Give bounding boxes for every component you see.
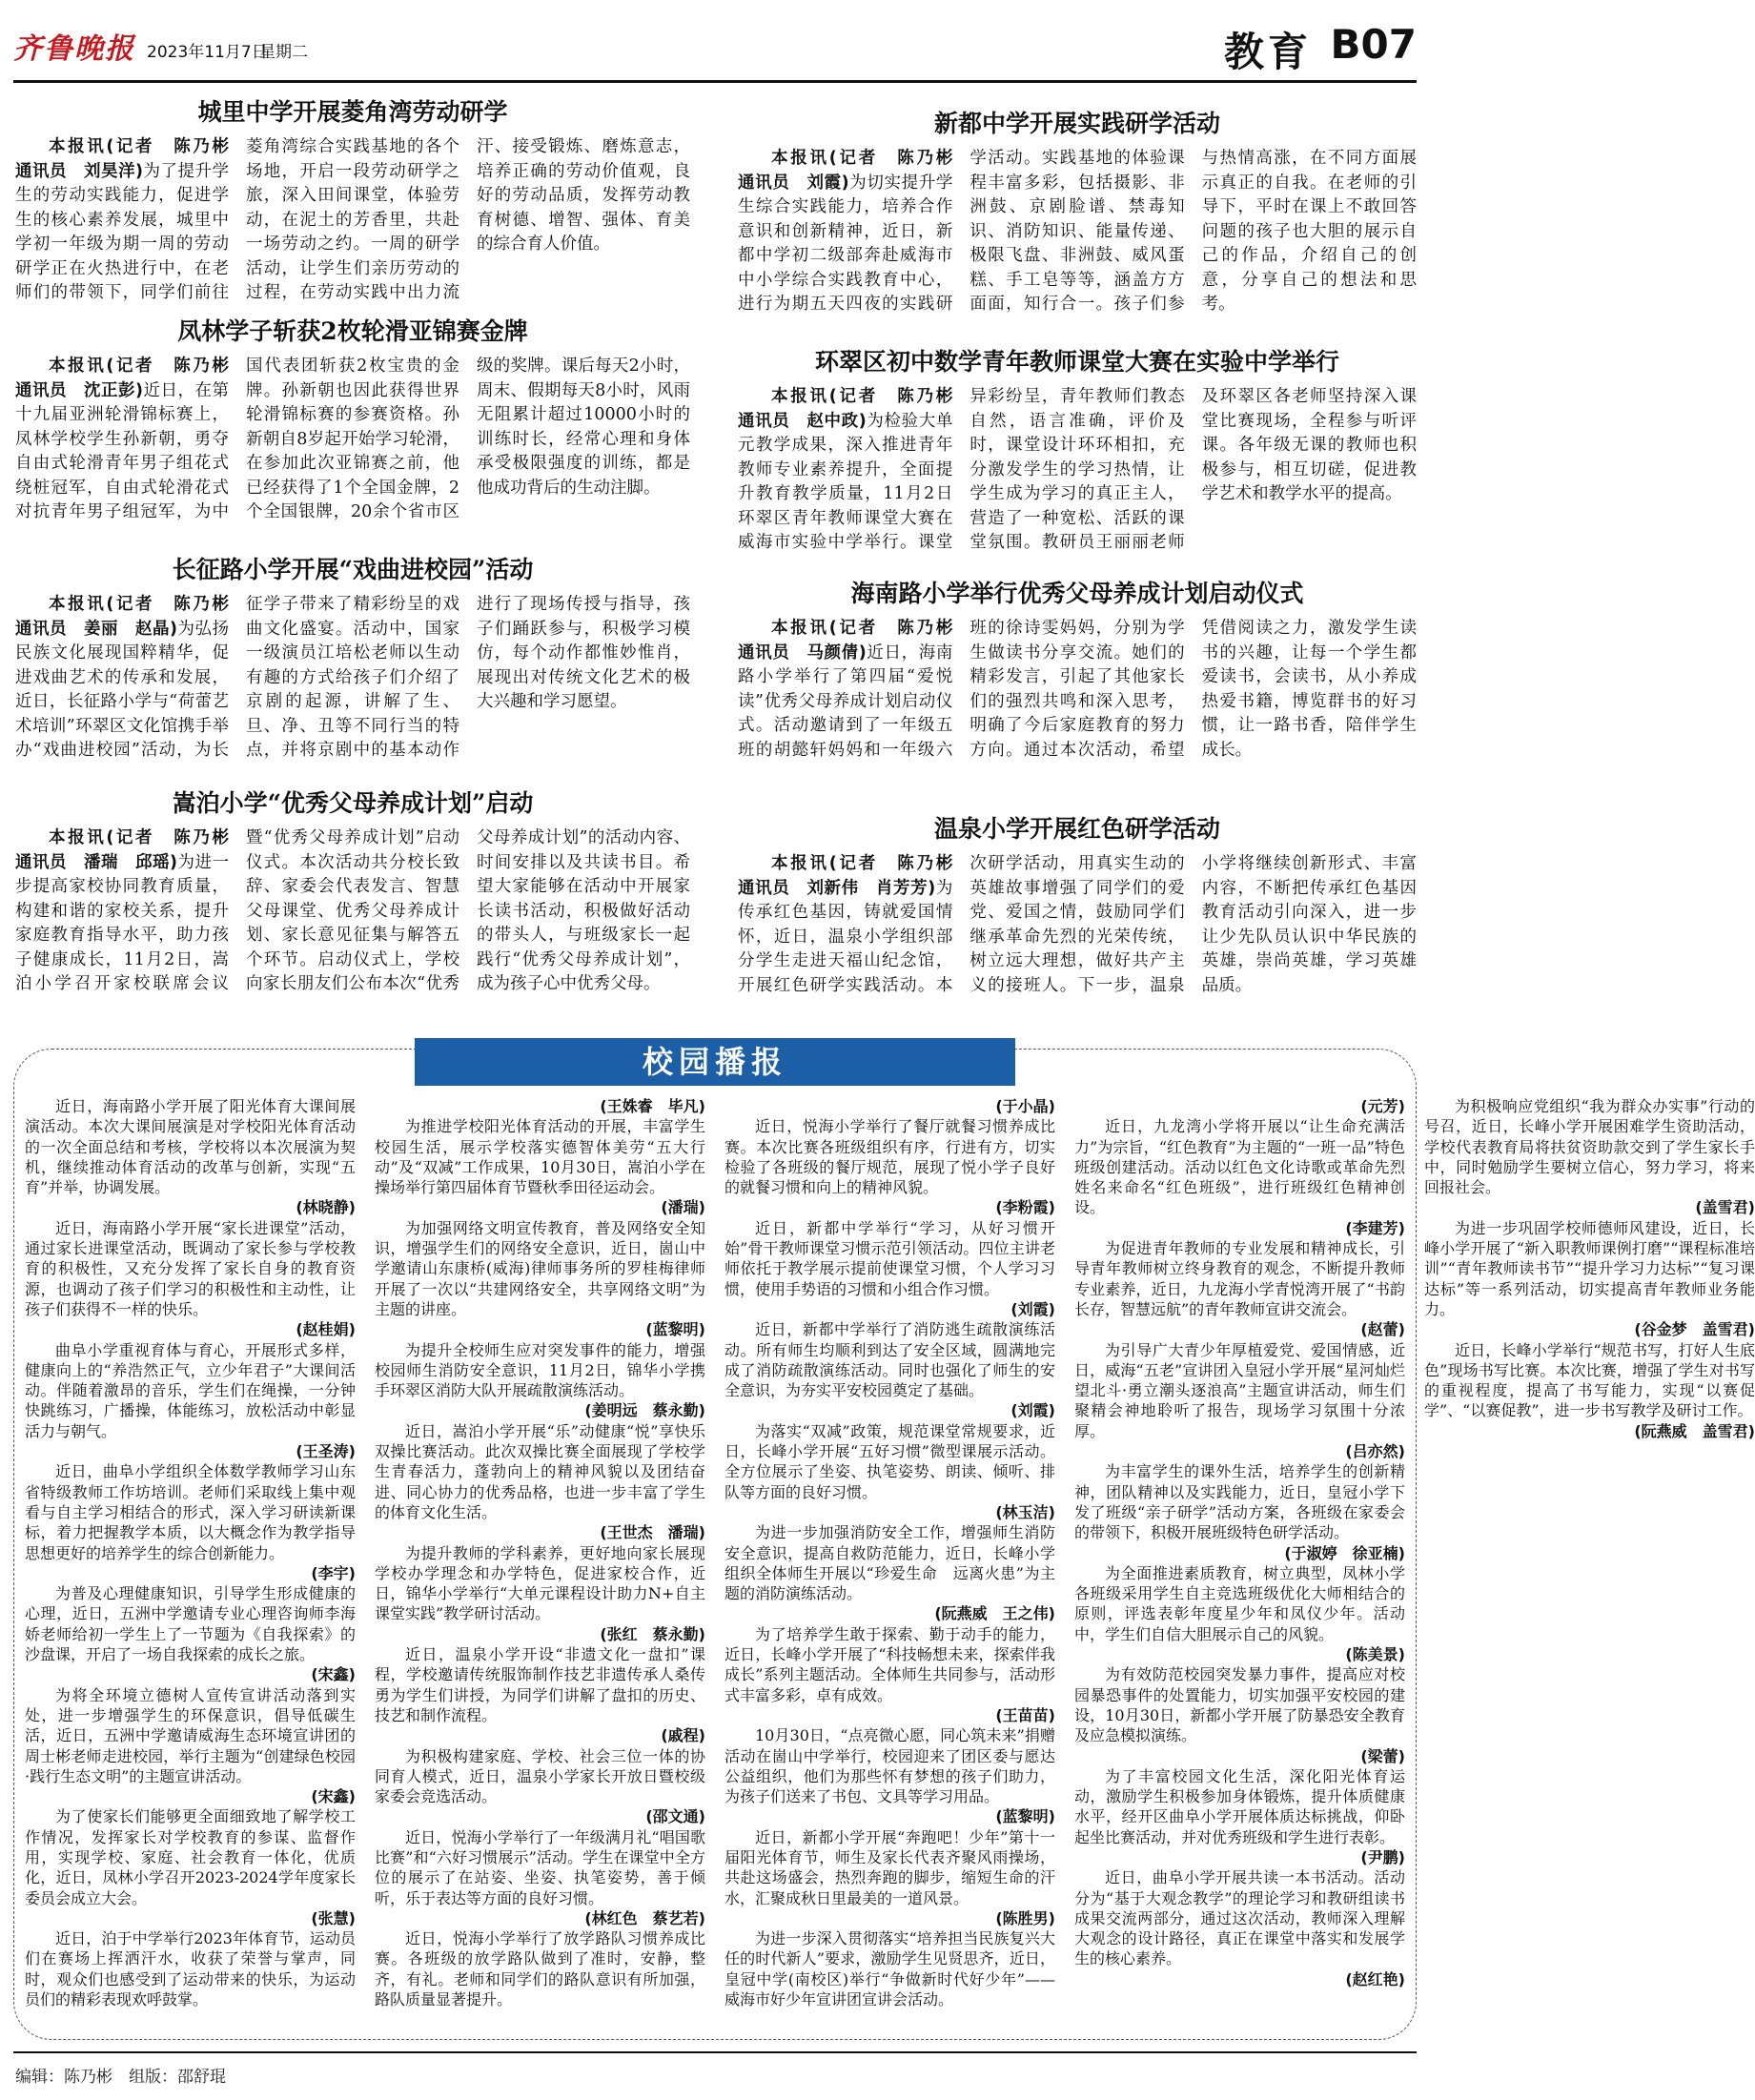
campus-news-byline: (邵文通) — [645, 1807, 705, 1826]
article-2 — [15, 315, 690, 539]
campus-news-item: 近日，九龙湾小学将开展以“让生命充满活力”为宗旨，“红色教育”为主题的“一班一品”特色班级创建活动。活动以红色文化诗歌或革命先烈姓名来命名“红色班级”，进行班级红色精神创设。 — [1074, 1117, 1405, 1217]
campus-news-item: 近日，悦海小学举行了放学路队习惯养成比赛。各班级的放学路队做到了准时，安静，整齐，有礼。老师和同学们的路队意识有所加强，路队质量显著提升。 — [375, 1929, 705, 2009]
campus-news-item: 为普及心理健康知识，引导学生形成健康的心理，近日，五洲中学邀请专业心理咨询师李海娇老师给初一学生上了一节题为《自我探索》的沙盘课，开启了一场自我探索的成长之旅。 — [25, 1584, 356, 1664]
article-body: 本报讯(记者 陈乃彬 通讯员 马颜倩)近日，海南路小学举行了第四届“爱悦读”优秀父母养成计划启动仪式。活动邀请到了一年级五班的胡懿轩妈妈和一年级六班的徐诗雯妈妈，分别为学生做读书分享交流。她们的精彩发言，引起了其他家长们的强烈共鸣和深入思考，明确了今后家庭教育的努力方向。通过本次活动，希望凭借阅读之力，激发学生读书的兴趣，让每一个学生都爱读书，会读书，从小养成热爱书籍，博览群书的好习惯，让一路书香，陪伴学生成长。 — [738, 619, 1417, 760]
campus-news-byline: (林晓静) — [296, 1198, 356, 1217]
article-title: 环翠区初中数学青年教师课堂大赛在实验中学举行 — [814, 348, 1339, 376]
campus-news-byline: (宋鑫) — [311, 1787, 356, 1806]
campus-news-byline: (刘霞) — [1010, 1299, 1055, 1318]
article-title: 温泉小学开展红色研学活动 — [933, 815, 1220, 843]
header-rule — [13, 80, 1417, 83]
campus-news-byline: (陈胜男) — [995, 1908, 1055, 1927]
page-number: B07 — [1330, 21, 1417, 68]
campus-news-byline: (赵红艳) — [1345, 1969, 1405, 1988]
article-3 — [15, 553, 690, 777]
article-body: 本报讯(记者 陈乃彬 通讯员 沈正彭)近日，在第十九届亚洲轮滑锦标赛上，凤林学校学生孙新朝，勇夺自由式轮滑青年男子组花式绕桩冠军，自由式轮滑花式对抗青年男子组冠军，为中国代表团斩获2枚宝贵的金牌。孙新朝也因此获得世界轮滑锦标赛的参赛资格。孙新朝自8岁起开始学习轮滑，在参加此次亚锦赛之前，他已经获得了1个全国金牌，2个全国银牌，20余个省市区级的奖牌。课后每天2小时，周末、假期每天8小时，风雨无阻累计超过10000小时的训练时长，经常心理和身体承受极限强度的训练，都是他成功背后的生动注脚。 — [15, 357, 690, 521]
section-name: 教育 — [1223, 29, 1312, 75]
campus-news-item: 为全面推进素质教育，树立典型，凤林小学各班级采用学生自主竞选班级优化大师相结合的原则，评选表彰年度星少年和凤仪少年。活动中，学生们自信大胆展示自己的风貌。 — [1074, 1563, 1405, 1643]
campus-news-item: 为提升全校师生应对突发事件的能力，增强校园师生消防安全意识，11月2日，锦华小学携手环翠区消防大队开展疏散演练活动。 — [375, 1340, 705, 1400]
campus-news-byline: (盖雪君) — [1695, 1198, 1755, 1217]
campus-news-item: 为引导广大青少年厚植爱党、爱国情感，近日，威海“五老”宣讲团入皇冠小学开展“星河灿烂望北斗·勇立潮头逐浪高”主题宣讲活动，师生们聚精会神地聆听了报告，现场学习氛围十分浓厚。 — [1074, 1340, 1405, 1440]
campus-news-byline: (李建芳) — [1345, 1218, 1405, 1237]
campus-news-byline: (王苗苗) — [995, 1705, 1055, 1724]
article-body: 本报讯(记者 陈乃彬 通讯员 刘昊洋)为了提升学生的劳动实践能力，促进学生的核心素养发展，城里中学初一年级为期一周的劳动研学正在火热进行中，在老师们的带领下，同学们前往菱角湾综合实践基地的各个场地，开启一段劳动研学之旅，深入田间课堂，体验劳动，在泥土的芳香里，共赴一场劳动之约。一周的研学活动，让学生们亲历劳动的过程，在劳动实践中出力流汗、接受锻炼、磨炼意志，培养正确的劳动价值观，良好的劳动品质，发挥劳动教育树德、增智、强体、育美的综合育人价值。 — [15, 137, 690, 302]
campus-news-item: 近日，悦海小学举行了一年级满月礼“唱国歌比赛”和“六好习惯展示”活动。学生在课堂中全方位的展示了在站姿、坐姿、执笔姿势，善于倾听，乐于表达等方面的良好习惯。 — [375, 1827, 705, 1907]
campus-news-item: 近日，嵩泊小学开展“乐”动健康“悦”享快乐双操比赛活动。此次双操比赛全面展现了学校学生青春活力，蓬勃向上的精神风貌以及团结奋进、同心协力的优秀品格，也进一步丰富了学生的体育文化生活。 — [375, 1421, 705, 1521]
campus-news-byline: (于淑婷 徐亚楠) — [1284, 1543, 1405, 1562]
campus-news-byline: (戚程) — [661, 1726, 705, 1745]
campus-news-byline: (吕亦然) — [1345, 1442, 1405, 1461]
campus-news-item: 为了使家长们能够更全面细致地了解学校工作情况，发挥家长对学校教育的参谋、监督作用，实现学校、家庭、社会教育一体化，优质化，近日，凤林小学召开2023-2024学年度家长委员会成立大会。 — [25, 1807, 356, 1907]
campus-news-item: 为丰富学生的课外生活，培养学生的创新精神，团队精神以及实践能力，近日，皇冠小学下发了班级“亲子研学”活动方案，各班级在家委会的带领下，积极开展班级特色研学活动。 — [1074, 1462, 1405, 1542]
campus-news-item: 近日，温泉小学开设“非遗文化一盘扣”课程，学校邀请传统服饰制作技艺非遗传承人桑传勇为学生们讲授，为同学们讲解了盘扣的历史、技艺和制作流程。 — [375, 1645, 705, 1724]
campus-news-item: 近日，曲阜小学开展共读一本书活动。活动分为“基于大观念教学”的理论学习和教研组读书成果交流两部分，通过这次活动，教师深入理解大观念的设计路径，真正在课堂中落实和发展学生的核心素养。 — [1074, 1868, 1405, 1968]
article-1 — [15, 95, 690, 302]
article-title: 城里中学开展菱角湾劳动研学 — [197, 98, 508, 126]
campus-news-item: 为进一步深入贯彻落实“培养担当民族复兴大任的时代新人”要求，激励学生见贤思齐，近日，皇冠中学(南校区)举行“争做新时代好少年”——威海市好少年宣讲团宣讲会活动。 — [724, 1929, 1055, 2009]
article-6 — [738, 345, 1417, 569]
article-5 — [738, 107, 1417, 331]
campus-news-byline: (元芳) — [1360, 1097, 1405, 1115]
campus-news-item: 为将全环境立德树人宣传宣讲活动落到实处，进一步增强学生的环保意识，倡导低碳生活，近日，五洲中学邀请威海生态环境宣讲团的周士彬老师走进校园，举行主题为“创建绿色校园·践行生态文明”的主题宣讲活动。 — [25, 1685, 356, 1785]
campus-news-item: 近日，新都中学举行“学习，从好习惯开始”骨干教师课堂习惯示范引领活动。四位主讲老师依托于教学展示提前使课堂习惯，个人学习习惯，使用手势语的习惯和小组合作习惯。 — [724, 1218, 1055, 1298]
campus-news-item: 为加强网络文明宣传教育，普及网络安全知识，增强学生们的网络安全意识，近日，崮山中学邀请山东康桥(威海)律师事务所的罗桂梅律师开展了一次以“共建网络安全，共享网络文明”为主题的讲座。 — [375, 1218, 705, 1318]
campus-news-byline: (张慧) — [311, 1908, 356, 1927]
campus-news-item: 近日，悦海小学举行了餐厅就餐习惯养成比赛。本次比赛各班级组织有序，行进有方，切实检验了各班级的餐厅规范，展现了悦小学子良好的就餐习惯和向上的精神风貌。 — [724, 1117, 1055, 1197]
campus-news-byline: (陈美景) — [1345, 1645, 1405, 1664]
article-body: 本报讯(记者 陈乃彬 通讯员 刘霞)为切实提升学生综合实践能力，培养合作意识和创新精神，近日，新都中学初二级部奔赴威海市中小学综合实践教育中心，进行为期五天四夜的实践研学活动。实践基地的体验课程丰富多彩，包括摄影、非洲鼓、京剧脸谱、禁毒知识、消防知识、能量传递、极限飞盘、非洲鼓、威风蛋糕、手工皂等等，涵盖方方面面，知行合一。孩子们参与热情高涨，在不同方面展示真正的自我。在老师的引导下，平时在课上不敢回答问题的孩子也大胆的展示自己的作品，介绍自己的创意，分享自己的想法和思考。 — [738, 149, 1417, 314]
campus-news-byline: (梁蕾) — [1360, 1746, 1405, 1765]
article-7 — [738, 577, 1417, 796]
campus-news-banner: 校园播报 — [415, 1038, 1015, 1086]
campus-news-byline: (林玉洁) — [995, 1502, 1055, 1521]
campus-news-byline: (阮燕威 王之伟) — [934, 1604, 1055, 1623]
article-body: 本报讯(记者 陈乃彬 通讯员 潘瑞 邱瑶)为进一步提高家校协同教育质量，构建和谐的家校关系，提升家庭教育指导水平，助力孩子健康成长，11月2日，嵩泊小学召开家校联席会议暨“优秀父母养成计划”启动仪式。本次活动共分校长致辞、家委会代表发言、智慧父母课堂、优秀父母养成计划、家长意见征集与解答五个环节。启动仪式上，学校向家长朋友们公布本次“优秀父母养成计划”的活动内容、时间安排以及共读书目。希望大家能够在活动中开展家长读书活动，积极做好活动的带头人，与班级家长一起践行“优秀父母养成计划”，成为孩子心中优秀父母。 — [15, 828, 690, 993]
campus-news-byline: (张红 蔡永勤) — [600, 1624, 705, 1643]
footer-rule — [13, 2051, 1417, 2053]
footer-credits: 编辑：陈乃彬 组版：邵舒琨 — [15, 2068, 226, 2087]
newspaper-logo: 齐鲁晚报 — [13, 32, 135, 66]
campus-news-byline: (宋鑫) — [311, 1665, 356, 1684]
campus-news-item: 为了培养学生敢于探索、勤于动手的能力，近日，长峰小学开展了“科技畅想未来，探索伴我成长”系列主题活动。全体师生共同参与，活动形式丰富多彩，卓有成效。 — [724, 1624, 1055, 1704]
campus-news-byline: (赵蕾) — [1360, 1320, 1405, 1339]
campus-news-item: 为落实“双减”政策，规范课堂常规要求，近日，长峰小学开展“五好习惯”微型课展示活动。全方位展示了坐姿、执笔姿势、朗读、倾听、排队等方面的良好习惯。 — [724, 1421, 1055, 1501]
campus-news-item: 为进一步加强消防安全工作，增强师生消防安全意识，提高自救防范能力，近日，长峰小学组织全体师生开展以“珍爱生命 远离火患”为主题的消防演练活动。 — [724, 1523, 1055, 1603]
campus-news-byline: (蓝黎明) — [645, 1320, 705, 1339]
campus-news-item: 近日，海南路小学开展了阳光体育大课间展演活动。本次大课间展演是对学校阳光体育活动的一次全面总结和考核，学校将以本次展演为契机，继续推动体育活动的改革与创新，实现“五育”并举，协调发展。 — [25, 1097, 356, 1197]
campus-news-byline: (谷金梦 盖雪君) — [1634, 1320, 1755, 1339]
campus-news-item: 近日，长峰小学举行“规范书写，打好人生底色”现场书写比赛。本次比赛，增强了学生对书写的重视程度，提高了书写能力，实现“以赛促学”、“以赛促教”，进一步书写教学及研讨工作。 — [1424, 1340, 1755, 1420]
article-title: 海南路小学举行优秀父母养成计划启动仪式 — [850, 580, 1304, 607]
issue-weekday: 星期二 — [259, 43, 308, 62]
campus-news-byline: (王圣涛) — [296, 1442, 356, 1461]
campus-news-byline: (蓝黎明) — [995, 1807, 1055, 1826]
campus-news-byline: (姜明远 蔡永勤) — [584, 1401, 705, 1420]
campus-news-byline: (刘霞) — [1010, 1401, 1055, 1420]
campus-news-item: 为积极响应党组织“我为群众办实事”行动的号召，近日，长峰小学开展困难学生资助活动，学校代表教育局将扶贫资助款交到了学生家长手中，同时勉励学生要树立信心，努力学习，将来回报社会。 — [1424, 1097, 1755, 1197]
campus-news-byline: (王姝睿 毕凡) — [600, 1097, 705, 1115]
article-body: 本报讯(记者 陈乃彬 通讯员 刘新伟 肖芳芳)为传承红色基因，铸就爱国情怀，近日，温泉小学组织部分学生走进天福山纪念馆，开展红色研学实践活动。本次研学活动，用真实生动的英雄故事增强了同学们的爱党、爱国之情，鼓励同学们继承革命先烈的光荣传统，树立远大理想，做好共产主义的接班人。下一步，温泉小学将继续创新形式、丰富内容，不断把传承红色基因教育活动引向深入，进一步让少先队员认识中华民族的英雄，崇尚英雄，学习英雄品质。 — [738, 854, 1417, 995]
campus-news-byline: (阮燕威 盖雪君) — [1634, 1421, 1755, 1440]
campus-news-item: 为积极构建家庭、学校、社会三位一体的协同育人模式，近日，温泉小学家长开放日暨校级家委会竞选活动。 — [375, 1746, 705, 1806]
campus-news-item: 为促进青年教师的专业发展和精神成长，引导青年教师树立终身教育的观念，不断提升教师专业素养，近日，九龙海小学青悦湾开展了“书韵长存，智慧远航”的青年教师宣讲交流会。 — [1074, 1239, 1405, 1318]
campus-news-item: 为了丰富校园文化生活，深化阳光体育运动，激励学生积极参加身体锻炼，提升体质健康水平，经开区曲阜小学开展体质达标挑战，仰卧起坐比赛活动，并对优秀班级和学生进行表彰。 — [1074, 1766, 1405, 1846]
issue-date: 2023年11月7日 — [147, 43, 268, 62]
campus-news-item: 近日，海南路小学开展“家长进课堂”活动，通过家长进课堂活动，既调动了家长参与学校教育的积极性，又充分发挥了家长自身的教育资源，也调动了孩子们学习的积极性和主动性，让孩子们获得不一样的快乐。 — [25, 1218, 356, 1318]
article-title: 长征路小学开展“戏曲进校园”活动 — [172, 556, 534, 583]
campus-news-byline: (林红色 蔡艺若) — [584, 1908, 705, 1927]
campus-news-byline: (赵桂娟) — [296, 1320, 356, 1339]
article-4 — [15, 786, 690, 1030]
campus-news-item: 为进一步巩固学校师德师风建设，近日，长峰小学开展了“新入职教师课例打磨”“课程标准培训”“青年教师读书节”“提升学习力达标”“复习课达标”等一系列活动，切实提高青年教师业务能力。 — [1424, 1218, 1755, 1318]
campus-news-item: 近日，曲阜小学组织全体数学教师学习山东省特级教师工作坊培训。老师们采取线上集中观看与自主学习相结合的形式，深入学习研读新课标，着力把握教学本质，以大概念作为教学指导思想更好的培养学生的综合创新能力。 — [25, 1462, 356, 1562]
campus-news-byline: (潘瑞) — [661, 1198, 705, 1217]
campus-news-byline: (尹鹏) — [1360, 1847, 1405, 1866]
campus-news-item: 10月30日，“点亮微心愿，同心筑未来”捐赠活动在崮山中学举行，校园迎来了团区委与愿达公益组织，他们为那些怀有梦想的孩子们助力，为孩子们送来了书包、文具等学习用品。 — [724, 1726, 1055, 1806]
campus-news-item: 为提升教师的学科素养，更好地向家长展现学校办学理念和办学特色，促进家校合作，近日，锦华小学举行“大单元课程设计助力N+自主课堂实践”教学研讨活动。 — [375, 1543, 705, 1623]
article-title: 嵩泊小学“优秀父母养成计划”启动 — [172, 789, 534, 817]
article-title: 凤林学子斩获2枚轮滑亚锦赛金牌 — [177, 317, 528, 345]
campus-news-byline: (于小晶) — [995, 1097, 1055, 1115]
campus-news-item: 近日，新都小学开展“奔跑吧！少年”第十一届阳光体育节，师生及家长代表齐聚风雨操场，共赴这场盛会，热烈奔跑的脚步，缩短生命的汗水，汇聚成秋日里最美的一道风景。 — [724, 1827, 1055, 1907]
article-8 — [738, 812, 1417, 1027]
article-body: 本报讯(记者 陈乃彬 通讯员 赵中政)为检验大单元教学成果，深入推进青年教师专业素养提升，全面提升教育教学质量，11月2日环翠区青年教师课堂大赛在威海市实验中学举行。课堂异彩纷呈，青年教师们教态自然，语言准确，评价及时，课堂设计环环相扣，充分激发学生的学习热情，让学生成为学习的真正主人，营造了一种宽松、活跃的课堂氛围。教研员王丽丽老师及环翠区各老师坚持深入课堂比赛现场，全程参与听评课。各年级无课的教师也积极参与，相互切磋，促进教学艺术和教学水平的提高。 — [738, 387, 1417, 552]
campus-news-item: 近日，新都中学举行了消防逃生疏散演练活动。所有师生均顺利到达了安全区域，圆满地完成了消防疏散演练活动。同时也强化了师生的安全意识，为夯实平安校园奠定了基础。 — [724, 1320, 1055, 1400]
campus-news-byline: (王世杰 潘瑞) — [600, 1523, 705, 1542]
article-title: 新都中学开展实践研学活动 — [933, 110, 1220, 137]
campus-news-item: 曲阜小学重视育体与育心，开展形式多样，健康向上的“养浩然正气，立少年君子”大课间活动。伴随着激昂的音乐，学生们在绳操，一分钟快跳练习，广播操，体能练习，放松活动中彰显活力与朝气。 — [25, 1340, 356, 1440]
campus-news-byline: (李粉霞) — [995, 1198, 1055, 1217]
campus-news-item: 为有效防范校园突发暴力事件，提高应对校园暴恐事件的处置能力，切实加强平安校园的建设，10月30日，新都小学开展了防暴恐安全教育及应急模拟演练。 — [1074, 1665, 1405, 1745]
campus-news-list — [25, 1096, 1755, 2026]
masthead — [13, 17, 1417, 78]
campus-news-item: 为推进学校阳光体育活动的开展，丰富学生校园生活，展示学校落实德智体美劳“五大行动”及“双减”工作成果，10月30日，嵩泊小学在操场举行第四届体育节暨秋季田径运动会。 — [375, 1117, 705, 1197]
campus-news-byline: (李宇) — [311, 1563, 356, 1582]
campus-news-item: 近日，泊于中学举行2023年体育节，运动员们在赛场上挥洒汗水，收获了荣誉与掌声，同时，观众们也感受到了运动带来的快乐，为运动员们的精彩表现欢呼鼓掌。 — [25, 1929, 356, 2009]
article-body: 本报讯(记者 陈乃彬 通讯员 姜丽 赵晶)为弘扬民族文化展现国粹精华，促进戏曲艺术的传承和发展，近日，长征路小学与“荷蕾艺术培训”环翠区文化馆携手举办“戏曲进校园”活动，为长征学子带来了精彩纷呈的戏曲文化盛宴。活动中，国家一级演员江培松老师以生动有趣的方式给孩子们介绍了京剧的起源，讲解了生、旦、净、丑等不同行当的特点，并将京剧中的基本动作进行了现场传授与指导，孩子们踊跃参与，积极学习模仿，每个动作都惟妙惟肖，展现出对传统文化艺术的极大兴趣和学习愿望。 — [15, 595, 690, 760]
